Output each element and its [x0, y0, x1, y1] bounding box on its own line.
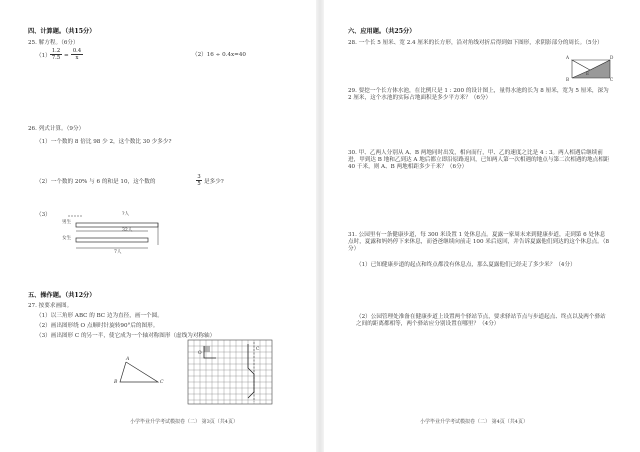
grid-shape-c: C [256, 347, 260, 352]
fig28-label-b: B [566, 77, 570, 82]
section-4-heading: 四、计算题。（共15分） [28, 28, 96, 35]
q25-1-equals: = [64, 53, 69, 59]
question-31: 31. 公园里有一条健康步道，每 300 米设置 1 处休息点。夏露一家周末来到健康步道，走到第 6 处休息点时，夏露和妈妈停下来休息，而爸爸继续向前走 100 米后返回，并告诉夏露他们到达的这个休息点。（8分） [348, 232, 610, 252]
q25-1-fraction-b-den: x [71, 54, 83, 61]
q26-3-label: （3） [36, 212, 51, 218]
right-page [320, 0, 640, 452]
diagram-question-mark: ?人 [122, 212, 130, 217]
question-29: 29. 要挖一个长方体水池，在比例尺是 1 : 200 的设计图上，量得水池的长为 8 厘米，宽为 5 厘米，深为 2 厘米，这个水池的实际占地面积是多少平方米？（6分） [348, 88, 609, 101]
q27-1: （1）以三角形 ABC 的 BC 边为直径，画一个圆。 [36, 313, 163, 319]
question-26: 26. 列式计算。（9分） [28, 126, 85, 132]
q26-2-part-b: 是多少? [204, 179, 224, 185]
question-28: 28. 一个长 5 厘米、宽 2.4 厘米的长方形，沿对角线对折后得到如下图形，求阴影部分的周长。（5分） [348, 40, 603, 46]
triangle-vertex-c: C [160, 380, 164, 385]
q27-2: （2）画出图形绕 O 点顺时针旋转90°后的图形。 [36, 323, 159, 329]
section-6-heading: 六、应用题。（共25分） [348, 28, 416, 35]
folded-rectangle-figure [568, 54, 614, 84]
q26-2-part-a: （2）一个数的 20% 与 6 的和是 10，这个数的 [36, 179, 156, 185]
triangle-vertex-b: B [114, 380, 118, 385]
question-27: 27. 按要求画图。 [28, 303, 73, 309]
q25-2: （2）16 ÷ 0.4x=40 [192, 52, 246, 58]
right-footer: 小学毕业升学考试模拟卷（二） 第4页（共4页） [420, 419, 528, 425]
fig28-label-d: D [610, 55, 614, 60]
triangle-vertex-a: A [126, 357, 130, 362]
fig28-label-a: A [566, 55, 570, 60]
grid-point-o: O [198, 351, 202, 356]
q26-2-fraction [196, 174, 202, 187]
fig28-label-e: E [586, 71, 590, 76]
diagram-male-label: 男生 [62, 220, 72, 225]
q25-1-fraction-a [50, 48, 62, 61]
q25-1-fraction-a-den: 7.5 [51, 55, 61, 61]
diagram-32-label: 32人 [122, 228, 133, 233]
question-30: 30. 甲、乙两人分别从 A、B 两地同时出发，相向而行，甲、乙的速度之比是 4 : 3。两人相遇后继续前进，甲到达 B 地和乙到达 A 地后都立即沿原路返回，已知两人第一次相遇的地点与第二次相遇的地点相距 40 千米，则 A、B 两地相距多少千米？（6分） [348, 150, 610, 170]
section-5-heading: 五、操作题。（共12分） [28, 292, 96, 299]
diagram-7-label: 7人 [114, 250, 122, 255]
left-footer: 小学毕业升学考试模拟卷（二） 第3页（共4页） [130, 419, 238, 425]
q25-1-fraction-b [71, 48, 83, 61]
fig28-label-c: C [610, 77, 614, 82]
q25-1-fraction-b-num: 0.4 [72, 48, 82, 54]
diagram-female-label: 女生 [62, 236, 72, 241]
q26-2-fraction-den: 5 [197, 181, 201, 187]
q27-3: （3）画出图形 C 的另一半，使它成为一个轴对称图形（虚线为对称轴） [36, 333, 216, 339]
q31-2: （2）公园管理处准备在健康步道上设置两个驿站节点，要求驿站节点与步道起点、终点以及两个驿站之间的距离都相等，两个驿站应分别设置在哪里？（4分） [356, 314, 606, 327]
q25-1-fraction-a-num: 1.2 [51, 48, 61, 54]
triangle-abc [112, 352, 172, 392]
q25-1-label: （1） [36, 53, 51, 59]
question-25: 25. 解方程。（6分） [28, 40, 79, 46]
segment-diagram [60, 214, 160, 256]
q26-2-fraction-num: 3 [197, 174, 201, 180]
q31-1: （1）已知健康步道的起点和终点都没有休息点，那么夏露他们已经走了多少米？（4分） [356, 262, 576, 268]
q26-1: （1）一个数的 8 倍比 98 少 2，这个数比 30 少多少? [36, 139, 172, 145]
